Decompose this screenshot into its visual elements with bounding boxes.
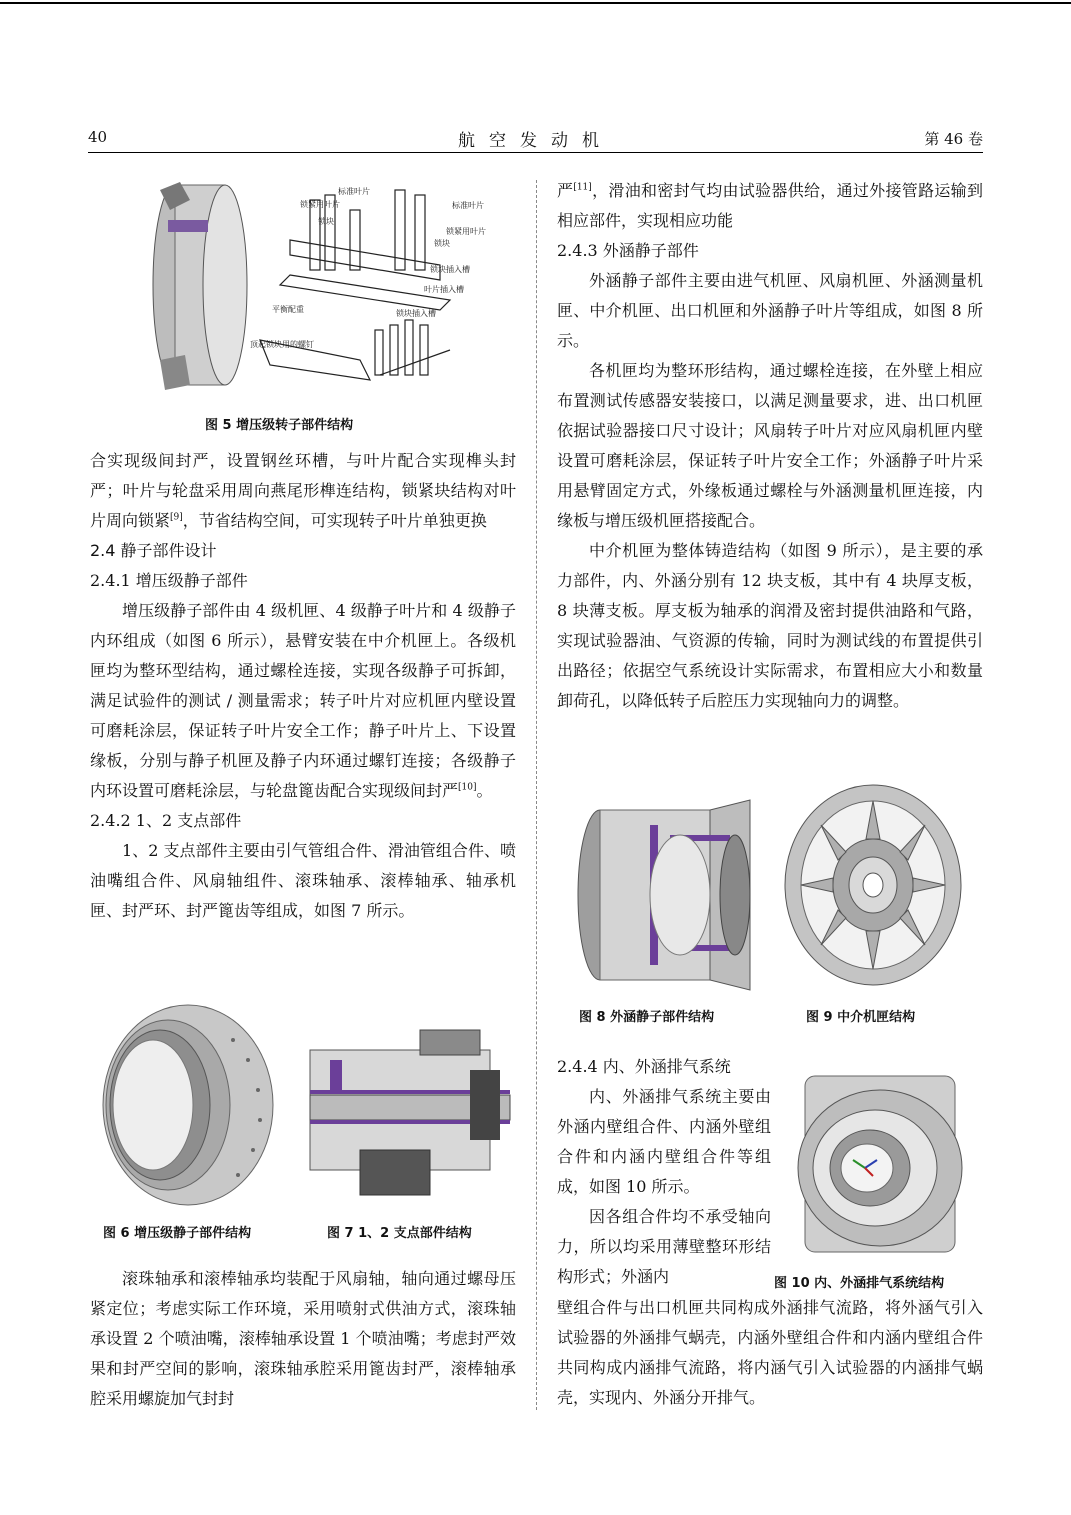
fig5-label: 锁紧用叶片 bbox=[446, 227, 486, 236]
column-divider bbox=[536, 180, 537, 1410]
subsection-heading: 2.4.2 1、2 支点部件 bbox=[90, 811, 242, 830]
figure-8-drawing bbox=[570, 795, 770, 990]
figure-9-drawing bbox=[778, 780, 968, 990]
journal-title: 航空发动机 bbox=[458, 131, 613, 151]
figure-9 bbox=[778, 780, 968, 990]
top-border bbox=[0, 2, 1071, 4]
page-number: 40 bbox=[88, 128, 108, 146]
header-rule bbox=[88, 152, 983, 153]
fig5-label: 锁块插入槽 bbox=[430, 265, 470, 274]
figure-5-drawing bbox=[140, 180, 486, 405]
figure-8-caption: 图 8 外涵静子部件结构 bbox=[579, 1010, 715, 1025]
fig5-label: 锁紧用叶片 bbox=[300, 200, 340, 209]
fig5-label: 锁块 bbox=[318, 217, 334, 226]
right-column-bottom bbox=[557, 1293, 983, 1413]
section-heading: 2.4 静子部件设计 bbox=[90, 541, 217, 560]
fig5-label: 叶片插入槽 bbox=[424, 285, 464, 294]
paragraph: 滚珠轴承和滚棒轴承均装配于风扇轴，轴向通过螺母压紧定位；考虑实际工作环境，采用喷射式供油方式，滚珠轴承设置 2 个喷油嘴，滚棒轴承设置 1 个喷油嘴；考虑封严效果和封严空间的影响，滚珠轴承腔采用篦齿封严，滚棒轴承腔采用螺旋加气封封 bbox=[90, 1269, 516, 1408]
subsection-heading: 2.4.3 外涵静子部件 bbox=[557, 241, 699, 260]
right-column-top bbox=[557, 176, 983, 716]
figure-8 bbox=[570, 795, 770, 990]
paragraph: 壁组合件与出口机匣共同构成外涵排气流路，将外涵气引入试验器的外涵排气蜗壳，内涵外壁组合件和内涵内壁组合件共同构成内涵排气流路，将内涵气引入试验器的内涵排气蜗壳，实现内、外涵分开排气。 bbox=[557, 1298, 983, 1407]
subsection-heading: 2.4.1 增压级静子部件 bbox=[90, 571, 248, 590]
citation: [10] bbox=[458, 782, 477, 793]
fig5-label: 顶起锁块用的螺钉 bbox=[250, 340, 314, 349]
figure-5 bbox=[140, 180, 486, 405]
citation: [9] bbox=[170, 512, 183, 523]
page-header bbox=[88, 118, 983, 152]
right-column-wrap bbox=[557, 1052, 771, 1292]
figure-6 bbox=[98, 1000, 278, 1210]
fig5-label: 锁块 bbox=[434, 239, 450, 248]
volume-label: 第 46 卷 bbox=[924, 130, 983, 148]
paragraph: 各机匣均为整环形结构，通过螺栓连接，在外壁上相应布置测试传感器安装接口，以满足测量要求，进、出口机匣依据试验器接口尺寸设计；风扇转子叶片对应风扇机匣内壁设置可磨耗涂层，保证转子叶片安全工作；外涵静子叶片采用悬臂固定方式，外缘板通过螺栓与外涵测量机匣连接，内缘板与增压级机匣搭接配合。 bbox=[557, 361, 983, 530]
subsection-heading: 2.4.4 内、外涵排气系统 bbox=[557, 1057, 731, 1076]
paragraph: 合实现级间封严，设置钢丝环槽，与叶片配合实现榫头封严；叶片与轮盘采用周向燕尾形榫连结构，锁紧块结构对叶片周向锁紧[9]，节省结构空间，可实现转子叶片单独更换 bbox=[90, 451, 516, 530]
paragraph: 1、2 支点部件主要由引气管组合件、滑油管组合件、喷油嘴组合件、风扇轴组件、滚珠轴承、滚棒轴承、轴承机匣、封严环、封严篦齿等组成，如图 7 所示。 bbox=[90, 841, 516, 920]
citation: [11] bbox=[573, 182, 592, 193]
left-column-top bbox=[90, 446, 516, 926]
figure-10-caption: 图 10 内、外涵排气系统结构 bbox=[774, 1276, 945, 1291]
fig5-label: 平衡配重 bbox=[272, 305, 304, 314]
paragraph: 内、外涵排气系统主要由外涵内壁组合件、内涵外壁组合件和内涵内壁组合件等组成，如图 10 所示。 bbox=[557, 1087, 771, 1196]
figure-7-drawing bbox=[300, 1010, 520, 1200]
paragraph: 外涵静子部件主要由进气机匣、风扇机匣、外涵测量机匣、中介机匣、出口机匣和外涵静子叶片等组成，如图 8 所示。 bbox=[557, 271, 983, 350]
figure-7 bbox=[300, 1010, 520, 1200]
figure-6-caption: 图 6 增压级静子部件结构 bbox=[103, 1226, 252, 1241]
paragraph: 严[11]，滑油和密封气均由试验器供给，通过外接管路运输到相应部件，实现相应功能 bbox=[557, 181, 983, 230]
paragraph: 因各组合件均不承受轴向力，所以均采用薄壁整环形结构形式；外涵内 bbox=[557, 1207, 771, 1286]
figure-7-caption: 图 7 1、2 支点部件结构 bbox=[327, 1226, 472, 1241]
figure-6-drawing bbox=[98, 1000, 278, 1210]
left-column-bottom bbox=[90, 1264, 516, 1414]
fig5-label: 标准叶片 bbox=[452, 201, 484, 210]
figure-10-drawing bbox=[785, 1068, 975, 1260]
figure-9-caption: 图 9 中介机匣结构 bbox=[806, 1010, 916, 1025]
paragraph: 中介机匣为整体铸造结构（如图 9 所示），是主要的承力部件，内、外涵分别有 12 块支板，其中有 4 块厚支板，8 块薄支板。厚支板为轴承的润滑及密封提供油路和气路，实现试验器油、气资源的传输，同时为测试线的布置提供引出路径；依据空气系统设计实际需求，布置相应大小和数量卸荷孔，以降低转子后腔压力实现轴向力的调整。 bbox=[557, 541, 983, 710]
fig5-label: 标准叶片 bbox=[338, 187, 370, 196]
fig5-label: 锁块插入槽 bbox=[396, 309, 436, 318]
figure-5-caption: 图 5 增压级转子部件结构 bbox=[205, 418, 354, 433]
paragraph: 增压级静子部件由 4 级机匣、4 级静子叶片和 4 级静子内环组成（如图 6 所示），悬臂安装在中介机匣上。各级机匣均为整环型结构，通过螺栓连接，实现各级静子可拆卸，满足试验件的测试 / 测量需求；转子叶片对应机匣内壁设置可磨耗涂层，保证转子叶片安全工作；静子叶片上、下设置缘板，分别与静子机匣及静子内环通过螺钉连接；各级静子内环设置可磨耗涂层，与轮盘篦齿配合实现级间封严[10]。 bbox=[90, 601, 516, 800]
figure-10 bbox=[785, 1068, 975, 1260]
